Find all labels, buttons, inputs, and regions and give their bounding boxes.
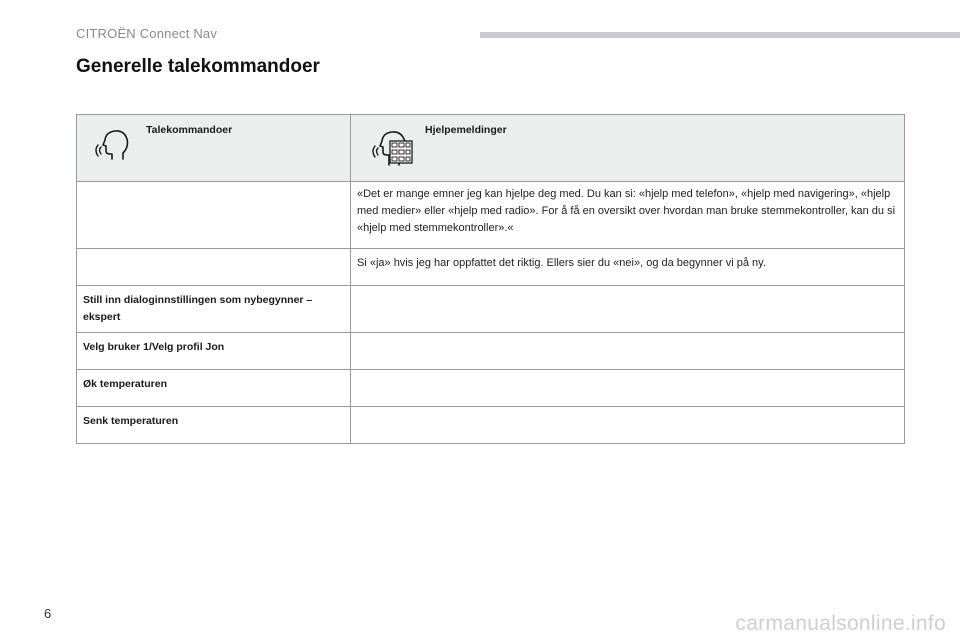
- table-header-row: [77, 115, 905, 182]
- message-cell: [351, 333, 905, 370]
- page-title: Generelle talekommandoer: [76, 56, 320, 77]
- command-cell: Velg bruker 1/Velg profil Jon: [77, 333, 351, 370]
- table-row: [77, 286, 905, 333]
- message-cell: [351, 286, 905, 333]
- voice-speaking-head-icon: [95, 127, 131, 163]
- header-cell-messages: [351, 115, 905, 182]
- message-cell: Si «ja» hvis jeg har oppfattet det riktig. Ellers sier du «nei», og da begynner vi på ny.: [351, 249, 905, 286]
- header-cell-commands: [77, 115, 351, 182]
- header-rule: [480, 32, 960, 38]
- voice-commands-table: [76, 114, 905, 444]
- watermark: carmanualsonline.info: [735, 612, 946, 635]
- table-row: [77, 333, 905, 370]
- table-row: [77, 249, 905, 286]
- command-cell: Senk temperaturen: [77, 407, 351, 444]
- message-cell: [351, 407, 905, 444]
- header-label-commands: Talekommandoer: [146, 124, 233, 136]
- message-cell: [351, 370, 905, 407]
- voice-keypad-head-icon: [371, 125, 413, 167]
- page-number: 6: [44, 606, 52, 621]
- table-row: [77, 407, 905, 444]
- running-header: CITROËN Connect Nav: [76, 26, 218, 41]
- command-cell: [77, 249, 351, 286]
- command-cell: Still inn dialoginnstillingen som nybegynner – ekspert: [77, 286, 351, 333]
- header-label-messages: Hjelpemeldinger: [425, 124, 507, 136]
- table-row: [77, 182, 905, 249]
- message-cell: «Det er mange emner jeg kan hjelpe deg med. Du kan si: «hjelp med telefon», «hjelp med navigering», «hjelp med medier» eller «hjelp med radio». For å få en oversikt over hvordan man bruke stemmekontroller, kan du si «hjelp med stemmekontroller».«: [351, 182, 905, 249]
- command-cell: Øk temperaturen: [77, 370, 351, 407]
- table-row: [77, 370, 905, 407]
- command-cell: [77, 182, 351, 249]
